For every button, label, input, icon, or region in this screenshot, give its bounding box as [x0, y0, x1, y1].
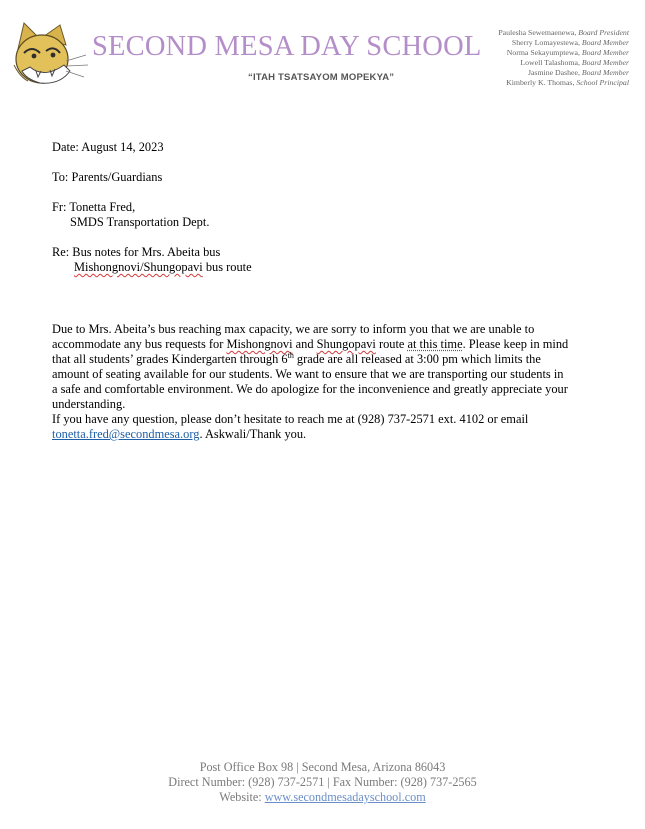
- board-members-list: [498, 28, 629, 87]
- board-member: Paulesha Sewemaenewa, Board President: [498, 28, 629, 37]
- email-link[interactable]: tonetta.fred@secondmesa.org: [52, 427, 200, 441]
- board-member: Kimberly K. Thomas, School Principal: [506, 77, 629, 87]
- board-member: Lowell Talashoma, Board Member: [520, 57, 629, 67]
- school-motto: “ITAH TSATSAYOM MOPEKYA”: [248, 72, 395, 83]
- board-member: Sherry Lomayestewa, Board Member: [511, 37, 629, 47]
- bobcat-mascot-logo: [10, 19, 90, 93]
- body-line-closing: tonetta.fred@secondmesa.org. Askwali/Thank you.: [52, 427, 307, 441]
- letter-recipient: To: Parents/Guardians: [52, 170, 163, 184]
- body-line: a safe and comfortable environment. We do apologize for the inconvenience and greatly appreciate your: [52, 382, 568, 396]
- body-line: understanding.: [52, 397, 126, 411]
- body-line: accommodate any bus requests for Mishongnovi and Shungopavi route at this time. Please keep in mind: [52, 337, 569, 351]
- footer-address: Post Office Box 98 | Second Mesa, Arizona 86043: [199, 760, 446, 774]
- letter-date: Date: August 14, 2023: [52, 140, 164, 154]
- letter-from: Fr: Tonetta Fred,: [52, 200, 136, 214]
- board-member: Norma Sekayumptewa, Board Member: [506, 47, 629, 57]
- letter-subject: Re: Bus notes for Mrs. Abeita bus: [52, 245, 221, 259]
- school-name: SECOND MESA DAY SCHOOL: [92, 31, 482, 62]
- footer-phone-numbers: Direct Number: (928) 737-2571 | Fax Number: (928) 737-2565: [168, 775, 477, 789]
- letter-subject-route: Mishongnovi/Shungopavi bus route: [74, 260, 252, 274]
- body-line: Due to Mrs. Abeita’s bus reaching max capacity, we are sorry to inform you that we are unable to: [52, 322, 535, 336]
- letter-from-dept: SMDS Transportation Dept.: [70, 215, 210, 229]
- body-line: that all students’ grades Kindergarten through 6th grade are all released at 3:00 pm which limits the: [52, 350, 541, 366]
- letter-body: [52, 140, 592, 442]
- letter-footer: [0, 760, 645, 805]
- footer-website: Website: www.secondmesadayschool.com: [219, 790, 426, 804]
- board-member: Jasmine Dashee, Board Member: [527, 67, 629, 77]
- body-line: amount of seating available for our students. We want to ensure that we are transporting our students in: [52, 367, 564, 381]
- body-line: If you have any question, please don’t hesitate to reach me at (928) 737-2571 ext. 4102 or email: [52, 412, 529, 426]
- website-link[interactable]: www.secondmesadayschool.com: [264, 790, 426, 804]
